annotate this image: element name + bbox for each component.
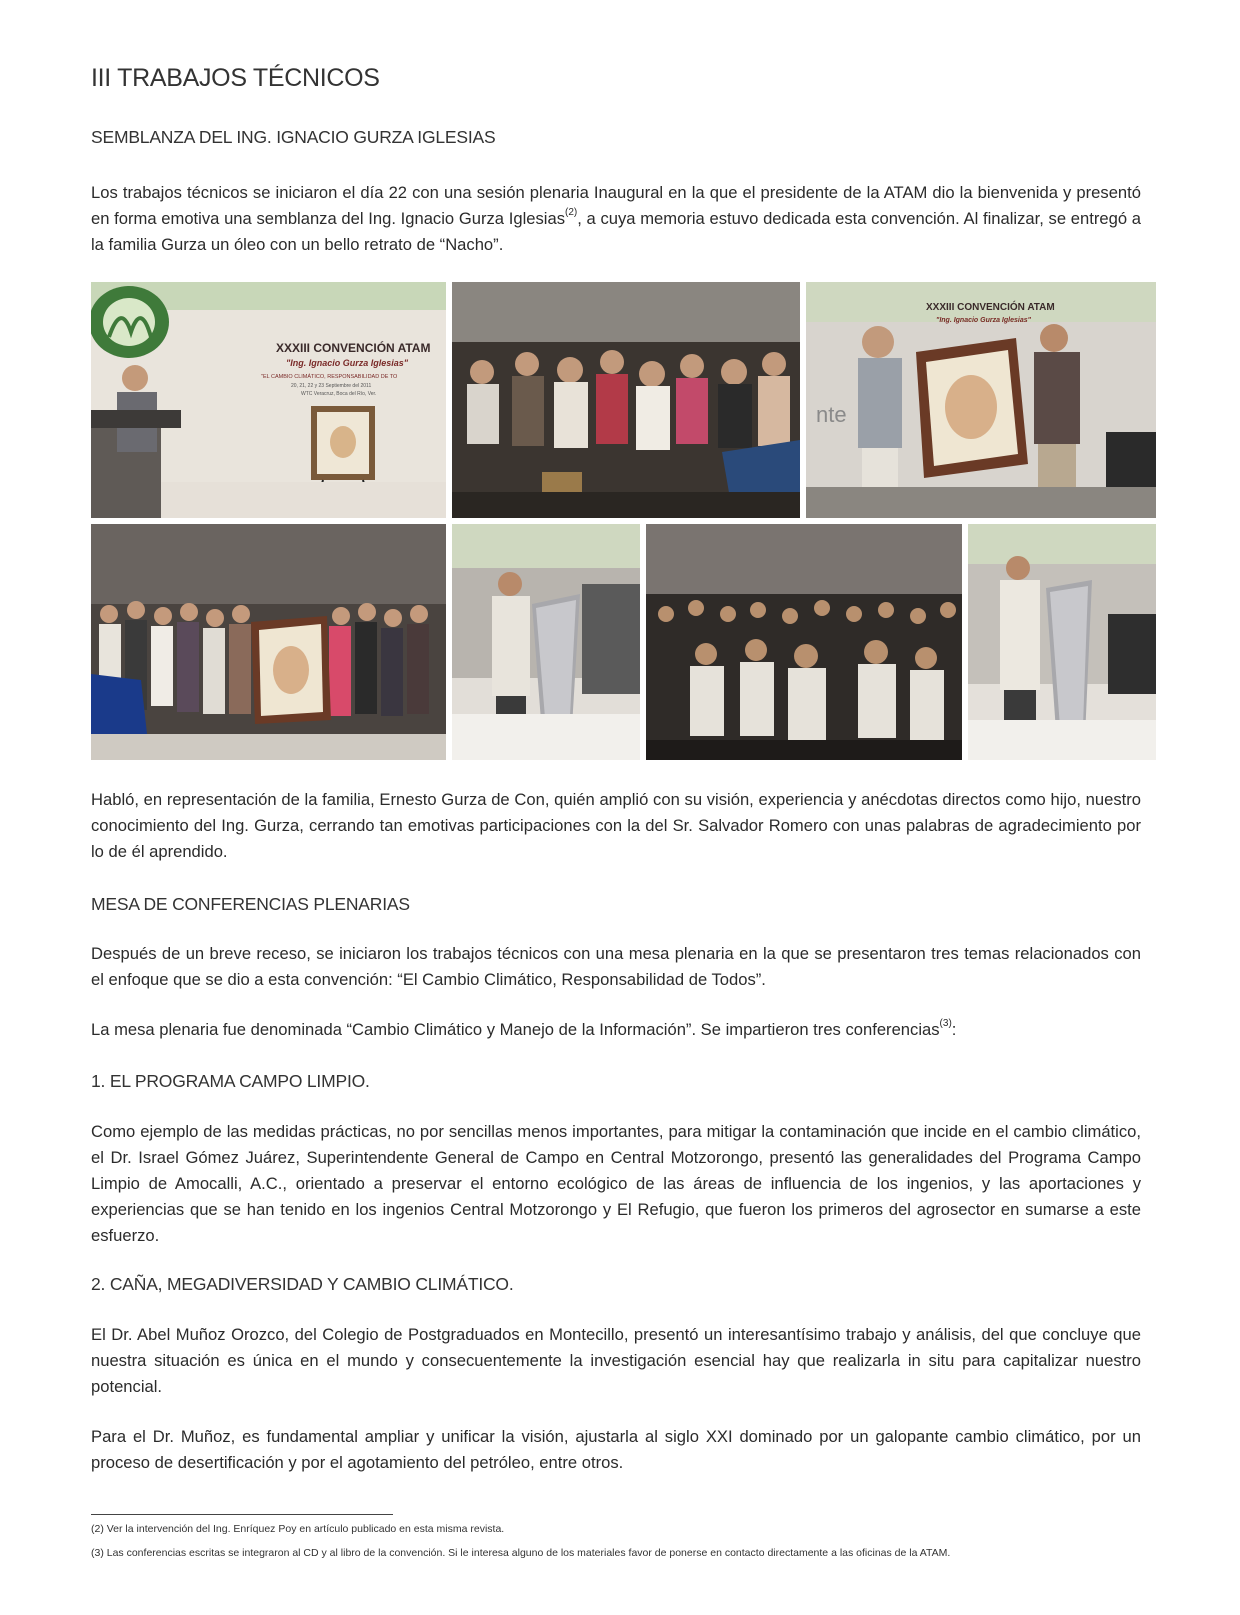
mesa-paragraph-2: La mesa plenaria fue denominada “Cambio Climático y Manejo de la Información”. Se impartieron tres conferencias$^{(3)}$: [91,1018,957,1039]
banner-place: WTC Veracruz, Boca del Río, Ver. [301,391,377,397]
topic-2-paragraph-2: Para el Dr. Muñoz, es fundamental ampliar y unificar la visión, ajustarla al siglo XXI dominado por un galopante cambio climático, por un proceso de desertificación y por el agotamiento del petróleo, entre otros. [91,1427,1141,1472]
footnote-2: (2) Ver la intervención del Ing. Enríquez Poy en artículo publicado en esta misma revista. [91,1523,505,1535]
topic-2-heading: 2. CAÑA, MEGADIVERSIDAD Y CAMBIO CLIMÁTICO. [91,1274,514,1294]
wall-text: nte [816,402,847,427]
semblanza-paragraph-1: Los trabajos técnicos se iniciaron el día 22 con una sesión plenaria Inaugural en la que el presidente de la ATAM dio la bienvenida y presentó en forma emotiva una semblanza del Ing. Ignacio Gurza Iglesias$^{(2)}$, a cuya memoria estuvo dedicada esta convención. Al finalizar, se entregó a la familia Gurza un óleo con un bello retrato de “Nacho”. [91,183,1141,254]
topic-2-paragraph-1: El Dr. Abel Muñoz Orozco, del Colegio de Postgraduados en Montecillo, presentó un interesantísimo trabajo y análisis, del que concluye que nuestra situación es única en el mundo y consecuentemente la investigación esencial hay que realizarla in situ para capitalizar nuestro potencial. [91,1325,1141,1396]
banner-short-title: XXXIII CONVENCIÓN ATAM [926,302,1055,313]
banner-title: XXXIII CONVENCIÓN ATAM [276,341,431,355]
banner-subtitle: "Ing. Ignacio Gurza Iglesias" [286,358,409,368]
semblanza-heading: SEMBLANZA DEL ING. IGNACIO GURZA IGLESIAS [91,127,496,147]
footnote-ref-2[interactable]: (2) [565,207,578,219]
photo-speaker-lectern-2 [968,524,1156,760]
mesa-paragraph-1: Después de un breve receso, se iniciaron los trabajos técnicos con una mesa plenaria en la que se presentaron tres temas relacionados con el enfoque que se dio a esta convención: “El Cambio Climático, Responsabilidad de Todos”. [91,944,1141,989]
photo-family-group [91,524,446,760]
photo-portrait-presentation [806,282,1156,518]
topic-1-paragraph: Como ejemplo de las medidas prácticas, no por sencillas menos importantes, para mitigar la contaminación que incide en el cambio climático, el Dr. Israel Gómez Juárez, Superintendente General de Campo en Central Motzorongo, presentó las generalidades del Programa Campo Limpio de Amocalli, A.C., orientado a preservar el entorno ecológico de las áreas de influencia de los ingenios, y las aportaciones y experiencias que se han tenido en los ingenios Central Motzorongo y El Refugio, que fueron los primeros del agrosector en sumarse a este esfuerzo. [91,1122,1141,1245]
section-title: III TRABAJOS TÉCNICOS [91,64,380,92]
banner-short-subtitle: "Ing. Ignacio Gurza Iglesias" [936,317,1031,324]
photo-audience-wide [646,524,962,760]
semblanza-paragraph-2: Habló, en representación de la familia, Ernesto Gurza de Con, quién amplió con su visión, experiencia y anécdotas directos como hijo, nuestro conocimiento del Ing. Gurza, cerrando tan emotivas participaciones con la del Sr. Salvador Romero con unas palabras de agradecimiento por lo de él aprendido. [91,790,1141,861]
topic-1-heading: 1. EL PROGRAMA CAMPO LIMPIO. [91,1071,370,1091]
photo-speaker-podium [91,282,446,518]
footnote-3: (3) Las conferencias escritas se integraron al CD y al libro de la convención. Si le interesa alguno de los materiales favor de ponerse en contacto directamente a las oficinas de la ATAM. [91,1547,951,1559]
photo-audience-front [452,282,800,518]
footnote-divider [91,1514,393,1515]
footnote-ref-3[interactable]: (3) [939,1018,952,1030]
mesa-heading: MESA DE CONFERENCIAS PLENARIAS [91,894,410,914]
banner-line: "EL CAMBIO CLIMÁTICO, RESPONSABILIDAD DE TO [261,374,398,380]
banner-dates: 20, 21, 22 y 23 Septiembre del 2011 [291,383,372,389]
photo-speaker-lectern-1 [452,524,640,760]
